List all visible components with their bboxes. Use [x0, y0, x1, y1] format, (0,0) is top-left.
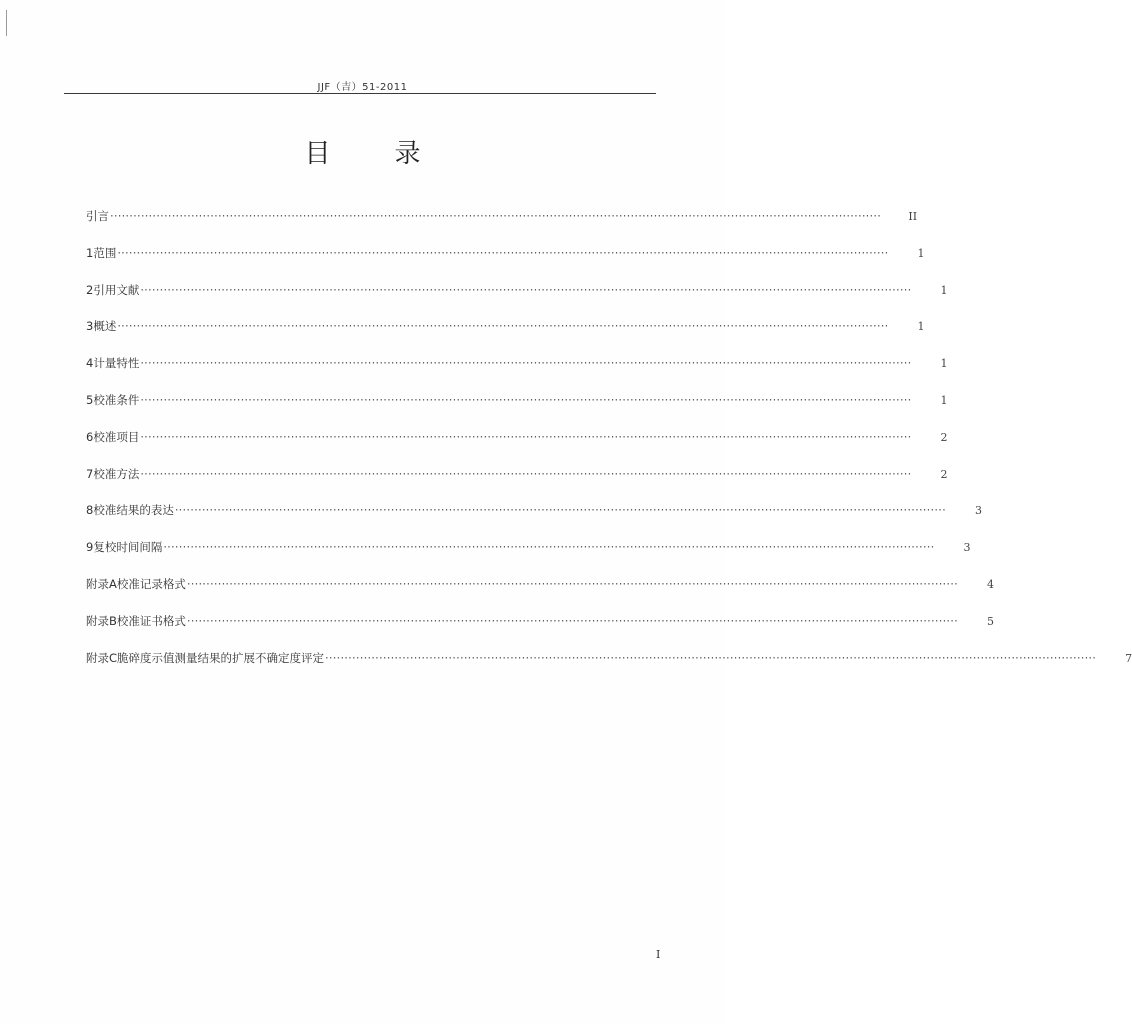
toc-entry-label: 附录A校准记录格式 — [86, 576, 186, 591]
table-of-contents — [86, 198, 1132, 676]
toc-entry[interactable] — [86, 566, 994, 603]
toc-entry-label: 概述 — [93, 319, 117, 334]
toc-entry[interactable] — [86, 640, 1132, 677]
toc-leader-dots: ········································································································································································································ — [140, 282, 912, 297]
toc-entry[interactable] — [86, 456, 948, 493]
toc-entry-page: 1 — [917, 320, 925, 334]
toc-leader-dots: ········································································································································································································ — [140, 429, 912, 444]
toc-entry-page: 2 — [940, 430, 948, 444]
title-char-2: 录 — [394, 139, 421, 169]
toc-entry-label: 复校时间间隔 — [93, 540, 163, 555]
toc-entry-page: 1 — [940, 393, 948, 407]
toc-entry-page: 3 — [963, 541, 971, 555]
toc-entry-page: 7 — [1125, 651, 1132, 665]
toc-leader-dots: ········································································································································································································ — [325, 650, 1097, 665]
toc-entry-label: 附录C脆碎度示值测量结果的扩展不确定度评定 — [86, 650, 325, 665]
page-header-standard-code: JJF（吉）51-2011 — [317, 82, 408, 93]
toc-entry-label: 附录B校准证书格式 — [86, 613, 186, 628]
toc-entry[interactable] — [86, 308, 925, 345]
toc-entry-number: 2 — [86, 282, 94, 297]
toc-entry[interactable] — [86, 272, 948, 309]
toc-entry[interactable] — [86, 345, 948, 382]
toc-title — [0, 133, 725, 170]
toc-entry-page: 1 — [917, 246, 925, 260]
toc-leader-dots: ········································································································································································································ — [186, 576, 958, 591]
toc-entry-number: 8 — [86, 503, 94, 518]
toc-entry-label: 校准条件 — [93, 392, 140, 407]
toc-entry-page: 3 — [974, 504, 982, 518]
toc-leader-dots: ········································································································································································································ — [110, 209, 882, 223]
toc-leader-dots: ········································································································································································································ — [174, 503, 946, 518]
header-rule — [64, 93, 656, 94]
toc-entry-page: 5 — [987, 614, 994, 628]
toc-entry-label: 校准结果的表达 — [93, 503, 174, 518]
toc-entry[interactable] — [86, 235, 925, 272]
footer-page-number: I — [656, 948, 661, 961]
toc-entry-label: 引言 — [86, 209, 109, 223]
toc-leader-dots: ········································································································································································································ — [117, 319, 889, 334]
toc-entry[interactable] — [86, 198, 918, 235]
toc-entry-number: 5 — [86, 392, 94, 407]
toc-entry[interactable] — [86, 603, 994, 640]
toc-entry-number: 6 — [86, 429, 94, 444]
title-char-1: 目 — [304, 139, 331, 169]
toc-entry-number: 1 — [86, 245, 94, 260]
toc-leader-dots: ········································································································································································································ — [186, 613, 958, 628]
toc-entry[interactable] — [86, 419, 948, 456]
toc-entry[interactable] — [86, 529, 971, 566]
scan-edge-mark — [6, 10, 7, 36]
toc-leader-dots: ········································································································································································································ — [117, 245, 889, 260]
toc-entry-number: 3 — [86, 319, 94, 334]
toc-entry[interactable] — [86, 492, 982, 529]
toc-leader-dots: ········································································································································································································ — [140, 466, 912, 481]
toc-entry-page: 1 — [940, 357, 948, 371]
toc-entry-label: 引用文献 — [93, 282, 140, 297]
toc-entry-number: 4 — [86, 356, 94, 371]
toc-entry-number: 9 — [86, 540, 94, 555]
toc-entry-label: 范围 — [93, 245, 117, 260]
toc-entry-page: 1 — [940, 283, 948, 297]
toc-entry-number: 7 — [86, 466, 94, 481]
toc-leader-dots: ········································································································································································································ — [140, 392, 912, 407]
toc-entry-label: 校准方法 — [93, 466, 140, 481]
toc-entry-page: II — [908, 210, 918, 223]
toc-entry-label: 计量特性 — [93, 356, 140, 371]
toc-entry[interactable] — [86, 382, 948, 419]
toc-leader-dots: ········································································································································································································ — [163, 540, 935, 555]
toc-entry-page: 2 — [940, 467, 948, 481]
toc-entry-label: 校准项目 — [93, 429, 140, 444]
toc-leader-dots: ········································································································································································································ — [140, 356, 912, 371]
toc-entry-page: 4 — [986, 577, 994, 591]
